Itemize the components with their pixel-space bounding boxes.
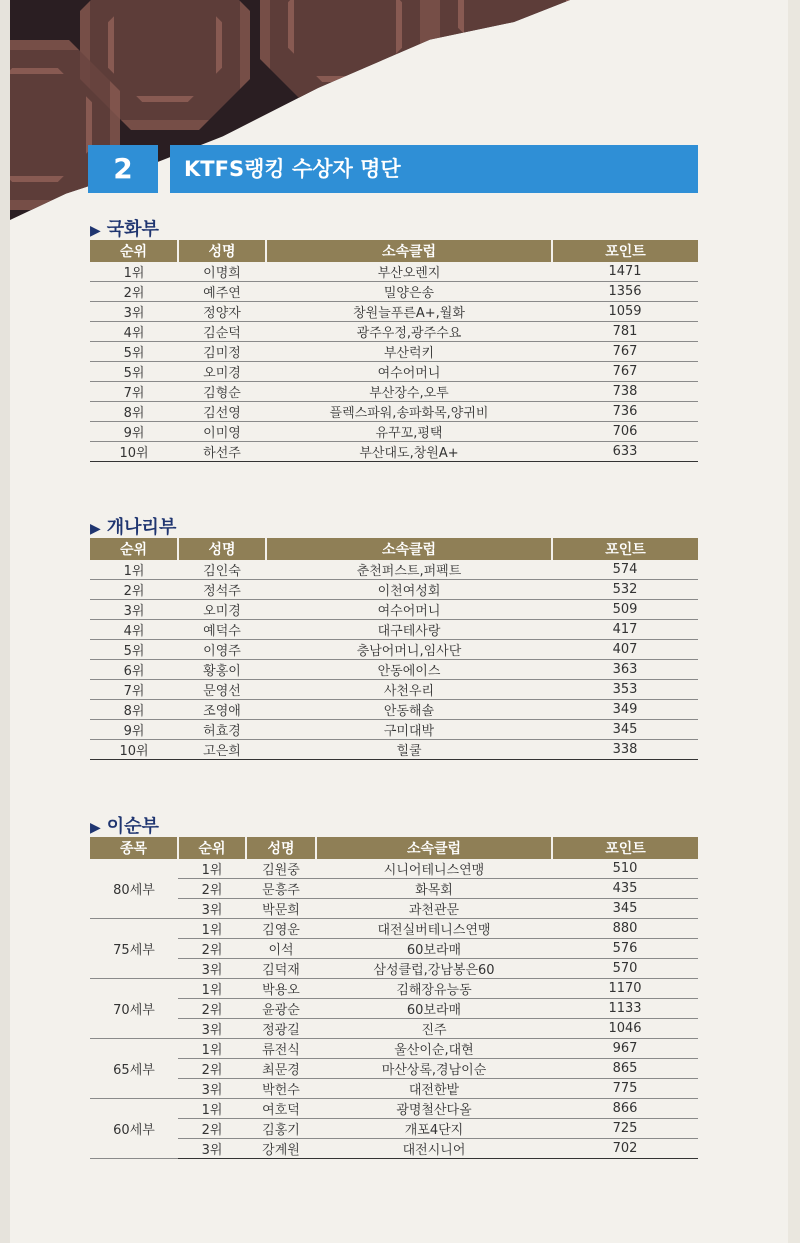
table-row	[90, 879, 698, 899]
name-cell: 윤광순	[246, 999, 316, 1019]
points-cell: 967	[552, 1039, 698, 1059]
table-row	[90, 580, 698, 600]
table-row	[90, 1139, 698, 1159]
points-cell: 767	[552, 342, 698, 362]
club-cell: 부산오렌지	[266, 262, 552, 282]
name-cell: 김인숙	[178, 560, 266, 580]
points-cell: 1170	[552, 979, 698, 999]
club-cell: 진주	[316, 1019, 552, 1039]
name-cell: 김선영	[178, 402, 266, 422]
rank-cell: 5위	[90, 342, 178, 362]
category-cell: 70세부	[90, 979, 178, 1039]
points-cell: 725	[552, 1119, 698, 1139]
rank-cell: 6위	[90, 660, 178, 680]
rank-cell: 7위	[90, 382, 178, 402]
table-row	[90, 282, 698, 302]
col-points: 포인트	[552, 240, 698, 262]
name-cell: 허효경	[178, 720, 266, 740]
rank-cell: 9위	[90, 422, 178, 442]
name-cell: 오미경	[178, 362, 266, 382]
name-cell: 정양자	[178, 302, 266, 322]
table-row	[90, 342, 698, 362]
points-cell: 353	[552, 680, 698, 700]
table-row	[90, 1119, 698, 1139]
club-cell: 광명철산다올	[316, 1099, 552, 1119]
club-cell: 대전한밭	[316, 1079, 552, 1099]
gukhwa-table	[90, 240, 698, 462]
section-title: KTFS랭킹 수상자 명단	[170, 145, 698, 193]
rank-cell: 3위	[178, 899, 246, 919]
table-row	[90, 720, 698, 740]
rank-cell: 2위	[178, 1059, 246, 1079]
col-points: 포인트	[552, 538, 698, 560]
name-cell: 고은희	[178, 740, 266, 760]
col-club: 소속클럽	[316, 837, 552, 859]
points-cell: 736	[552, 402, 698, 422]
table-row	[90, 939, 698, 959]
club-cell: 삼성클럽,강남봉은60	[316, 959, 552, 979]
points-cell: 866	[552, 1099, 698, 1119]
points-cell: 574	[552, 560, 698, 580]
name-cell: 김영운	[246, 919, 316, 939]
table-row	[90, 740, 698, 760]
club-cell: 안동해솔	[266, 700, 552, 720]
club-cell: 창원늘푸른A+,월화	[266, 302, 552, 322]
points-cell: 338	[552, 740, 698, 760]
section-number: 2	[88, 145, 158, 193]
name-cell: 문영선	[178, 680, 266, 700]
col-name: 성명	[246, 837, 316, 859]
category-cell: 60세부	[90, 1099, 178, 1159]
name-cell: 류전식	[246, 1039, 316, 1059]
rank-cell: 10위	[90, 442, 178, 462]
name-cell: 김형순	[178, 382, 266, 402]
col-club: 소속클럽	[266, 538, 552, 560]
club-cell: 화목회	[316, 879, 552, 899]
rank-cell: 1위	[90, 560, 178, 580]
points-cell: 576	[552, 939, 698, 959]
club-cell: 울산이순,대현	[316, 1039, 552, 1059]
club-cell: 플렉스파워,송파화목,양귀비	[266, 402, 552, 422]
rank-cell: 2위	[178, 879, 246, 899]
club-cell: 힐쿨	[266, 740, 552, 760]
triangle-right-icon: ▶	[90, 521, 101, 537]
name-cell: 김덕재	[246, 959, 316, 979]
points-cell: 633	[552, 442, 698, 462]
points-cell: 510	[552, 859, 698, 879]
rank-cell: 10위	[90, 740, 178, 760]
table-row	[90, 1099, 698, 1119]
col-rank: 순위	[90, 240, 178, 262]
club-cell: 충남어머니,임사단	[266, 640, 552, 660]
club-cell: 김해장유능동	[316, 979, 552, 999]
club-cell: 구미대박	[266, 720, 552, 740]
club-cell: 춘천퍼스트,퍼펙트	[266, 560, 552, 580]
table-row	[90, 1079, 698, 1099]
rank-cell: 1위	[178, 919, 246, 939]
table-row	[90, 979, 698, 999]
points-cell: 702	[552, 1139, 698, 1159]
isun-table	[90, 837, 698, 1159]
rank-cell: 7위	[90, 680, 178, 700]
club-cell: 부산장수,오투	[266, 382, 552, 402]
name-cell: 강계원	[246, 1139, 316, 1159]
table-row	[90, 600, 698, 620]
name-cell: 여호덕	[246, 1099, 316, 1119]
category-cell: 75세부	[90, 919, 178, 979]
table-row	[90, 680, 698, 700]
rank-cell: 2위	[90, 580, 178, 600]
rank-cell: 1위	[90, 262, 178, 282]
points-cell: 345	[552, 720, 698, 740]
table-row	[90, 999, 698, 1019]
name-cell: 김미정	[178, 342, 266, 362]
table-row	[90, 262, 698, 282]
table-row	[90, 302, 698, 322]
points-cell: 706	[552, 422, 698, 442]
col-club: 소속클럽	[266, 240, 552, 262]
table-row	[90, 859, 698, 879]
points-cell: 775	[552, 1079, 698, 1099]
rank-cell: 3위	[178, 959, 246, 979]
table-row	[90, 1039, 698, 1059]
name-cell: 김순덕	[178, 322, 266, 342]
rank-cell: 1위	[178, 1099, 246, 1119]
table-row	[90, 362, 698, 382]
table-row	[90, 560, 698, 580]
col-rank: 순위	[90, 538, 178, 560]
name-cell: 황홍이	[178, 660, 266, 680]
table-row	[90, 442, 698, 462]
club-cell: 대전실버테니스연맹	[316, 919, 552, 939]
name-cell: 최문경	[246, 1059, 316, 1079]
table-row	[90, 899, 698, 919]
rank-cell: 3위	[178, 1079, 246, 1099]
club-cell: 사천우리	[266, 680, 552, 700]
rank-cell: 3위	[90, 600, 178, 620]
rank-cell: 3위	[178, 1139, 246, 1159]
club-cell: 유꾸꼬,평택	[266, 422, 552, 442]
points-cell: 1356	[552, 282, 698, 302]
category-cell: 80세부	[90, 859, 178, 919]
gaenari-table	[90, 538, 698, 760]
club-cell: 광주우정,광주수요	[266, 322, 552, 342]
points-cell: 781	[552, 322, 698, 342]
isun-label: ▶ 이순부	[90, 816, 159, 837]
rank-cell: 1위	[178, 859, 246, 879]
rank-cell: 4위	[90, 322, 178, 342]
points-cell: 865	[552, 1059, 698, 1079]
rank-cell: 3위	[178, 1019, 246, 1039]
name-cell: 이명희	[178, 262, 266, 282]
rank-cell: 2위	[178, 999, 246, 1019]
table-row	[90, 620, 698, 640]
points-cell: 1059	[552, 302, 698, 322]
rank-cell: 1위	[178, 979, 246, 999]
club-cell: 대전시니어	[316, 1139, 552, 1159]
points-cell: 509	[552, 600, 698, 620]
club-cell: 여수어머니	[266, 600, 552, 620]
points-cell: 767	[552, 362, 698, 382]
table-row	[90, 919, 698, 939]
triangle-right-icon: ▶	[90, 223, 101, 239]
rank-cell: 5위	[90, 640, 178, 660]
section-header	[88, 145, 698, 193]
club-cell: 마산상록,경남이순	[316, 1059, 552, 1079]
points-cell: 435	[552, 879, 698, 899]
club-cell: 과천관문	[316, 899, 552, 919]
points-cell: 407	[552, 640, 698, 660]
table-row	[90, 402, 698, 422]
name-cell: 하선주	[178, 442, 266, 462]
points-cell: 345	[552, 899, 698, 919]
name-cell: 문흥주	[246, 879, 316, 899]
points-cell: 349	[552, 700, 698, 720]
points-cell: 363	[552, 660, 698, 680]
col-category: 종목	[90, 837, 178, 859]
rank-cell: 9위	[90, 720, 178, 740]
points-cell: 738	[552, 382, 698, 402]
rank-cell: 2위	[90, 282, 178, 302]
col-rank: 순위	[178, 837, 246, 859]
name-cell: 박용오	[246, 979, 316, 999]
name-cell: 이석	[246, 939, 316, 959]
table-row	[90, 382, 698, 402]
club-cell: 대구테사랑	[266, 620, 552, 640]
rank-cell: 5위	[90, 362, 178, 382]
points-cell: 1471	[552, 262, 698, 282]
rank-cell: 2위	[178, 1119, 246, 1139]
club-cell: 여수어머니	[266, 362, 552, 382]
page-edge	[0, 0, 10, 1243]
name-cell: 조영애	[178, 700, 266, 720]
table-row	[90, 1059, 698, 1079]
triangle-right-icon: ▶	[90, 820, 101, 836]
points-cell: 880	[552, 919, 698, 939]
table-row	[90, 322, 698, 342]
club-cell: 60보라매	[316, 999, 552, 1019]
name-cell: 이미영	[178, 422, 266, 442]
name-cell: 박문희	[246, 899, 316, 919]
club-cell: 시니어테니스연맹	[316, 859, 552, 879]
category-cell: 65세부	[90, 1039, 178, 1099]
rank-cell: 4위	[90, 620, 178, 640]
name-cell: 김원중	[246, 859, 316, 879]
table-row	[90, 700, 698, 720]
table-row	[90, 959, 698, 979]
points-cell: 570	[552, 959, 698, 979]
col-points: 포인트	[552, 837, 698, 859]
name-cell: 김홍기	[246, 1119, 316, 1139]
rank-cell: 8위	[90, 700, 178, 720]
name-cell: 예주연	[178, 282, 266, 302]
name-cell: 정석주	[178, 580, 266, 600]
table-row	[90, 640, 698, 660]
col-name: 성명	[178, 538, 266, 560]
name-cell: 박헌수	[246, 1079, 316, 1099]
name-cell: 이영주	[178, 640, 266, 660]
gaenari-label: ▶ 개나리부	[90, 517, 177, 538]
club-cell: 60보라매	[316, 939, 552, 959]
rank-cell: 3위	[90, 302, 178, 322]
points-cell: 1046	[552, 1019, 698, 1039]
points-cell: 417	[552, 620, 698, 640]
club-cell: 안동에이스	[266, 660, 552, 680]
club-cell: 이천여성회	[266, 580, 552, 600]
points-cell: 1133	[552, 999, 698, 1019]
club-cell: 밀양은송	[266, 282, 552, 302]
gukhwa-label: ▶ 국화부	[90, 219, 159, 240]
table-row	[90, 660, 698, 680]
club-cell: 부산대도,창원A+	[266, 442, 552, 462]
rank-cell: 8위	[90, 402, 178, 422]
points-cell: 532	[552, 580, 698, 600]
name-cell: 오미경	[178, 600, 266, 620]
rank-cell: 1위	[178, 1039, 246, 1059]
club-cell: 부산럭키	[266, 342, 552, 362]
name-cell: 정광길	[246, 1019, 316, 1039]
rank-cell: 2위	[178, 939, 246, 959]
table-row	[90, 1019, 698, 1039]
club-cell: 개포4단지	[316, 1119, 552, 1139]
col-name: 성명	[178, 240, 266, 262]
table-row	[90, 422, 698, 442]
page-strip	[788, 0, 800, 1243]
name-cell: 예덕수	[178, 620, 266, 640]
